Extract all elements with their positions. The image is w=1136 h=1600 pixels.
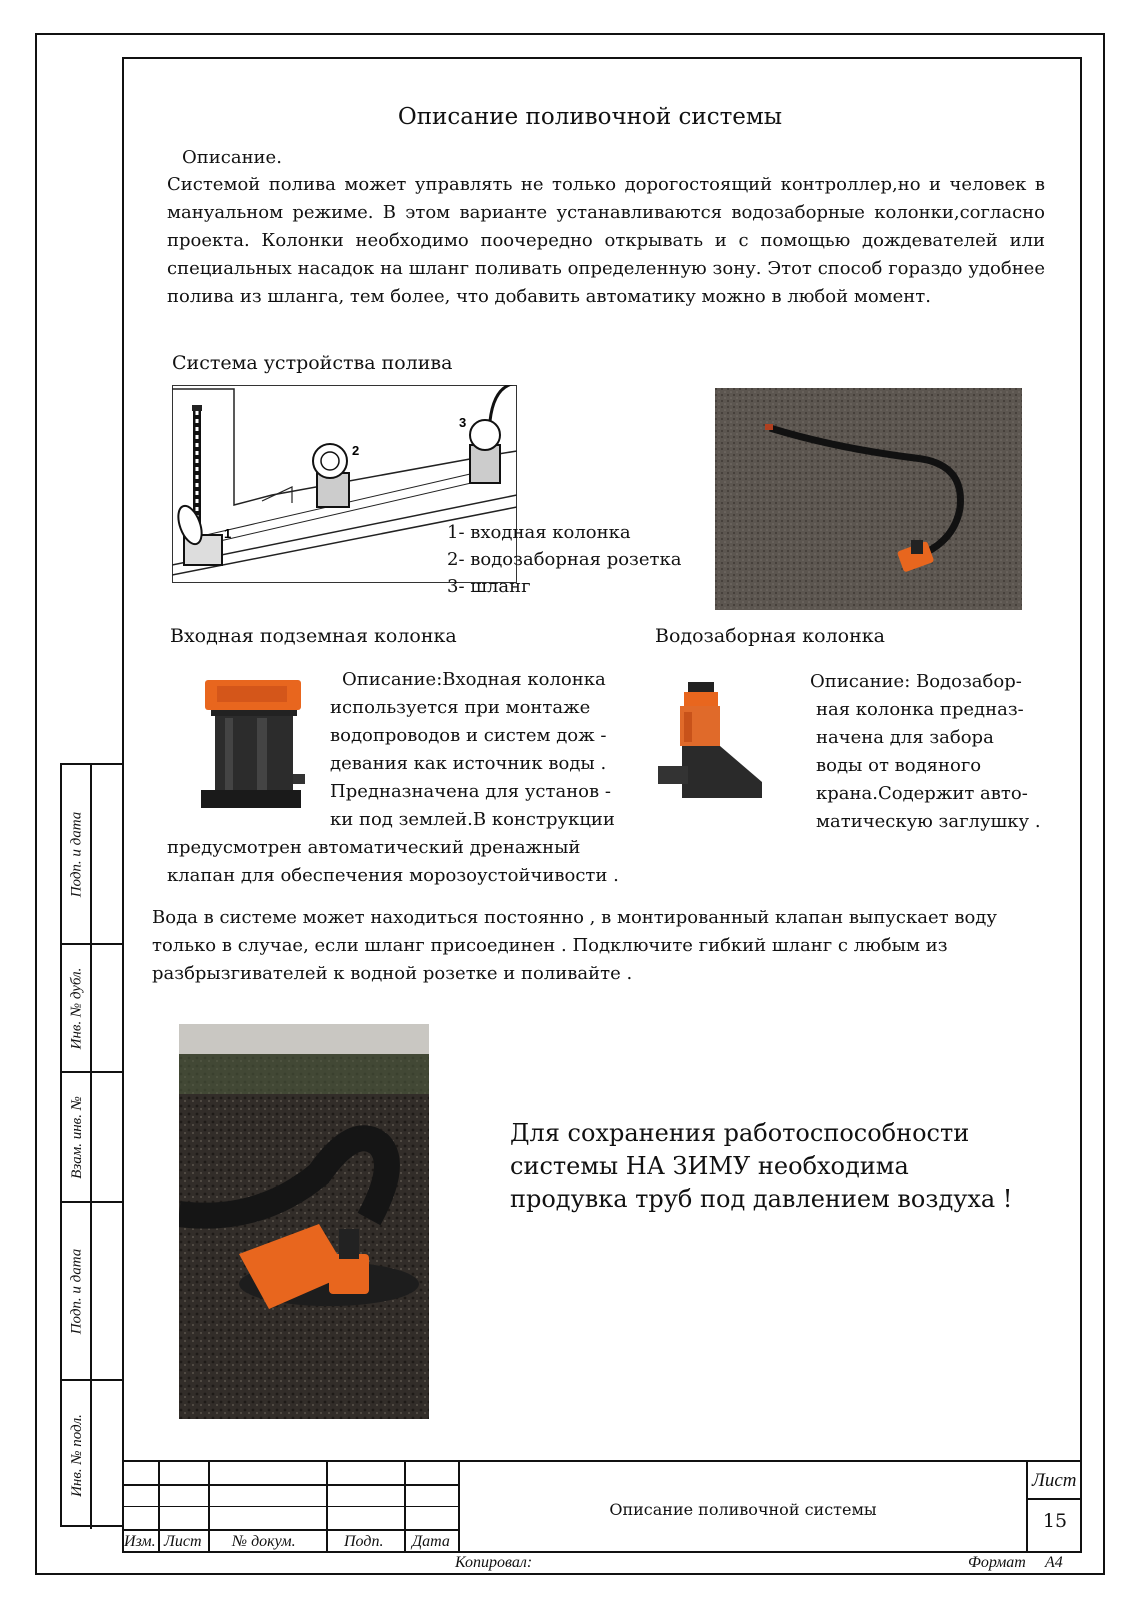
format-label: Формат	[968, 1554, 1026, 1571]
hose-on-soil-photo	[715, 388, 1022, 610]
outlet-line-2: ная колонка предназ-	[816, 699, 1024, 720]
system-heading: Система устройства полива	[172, 352, 453, 374]
body-text: Вода в системе может находиться постоянно , в монтированный клапан выпускает воду только в случае, если шланг присоединен . Подключите гибкий шланг с любым из разбрызгивателей к водной розетке и поливайте .	[152, 907, 997, 984]
diagram-number-1: 1	[224, 526, 232, 541]
inlet-line-3: водопроводов и систем дож -	[330, 725, 607, 746]
stamp-col-date: Дата	[412, 1533, 450, 1550]
diagram-number-3: 3	[459, 415, 467, 430]
stamp-col-doc: № докум.	[232, 1533, 296, 1550]
outlet-column-photo	[654, 682, 764, 800]
intro-text: Системой полива может управлять не только дорогостоящий контроллер,но и человек в мануальном режиме. В этом варианте устанавливаются водозаборные колонки,согласно проекта. Колонки необходимо поочередно открывать и с помощью дождевателей или специальных насадок на шланг поливать определенную зону. Этот способ гораздо удобнее полива из шланга, тем более, что добавить автоматику можно в любой момент.	[167, 174, 1045, 307]
side-label-2: Инв. № дубл.	[68, 967, 85, 1049]
format-value: А4	[1045, 1554, 1063, 1571]
inlet-description	[330, 666, 615, 834]
stamp-col-list: Лист	[164, 1533, 202, 1550]
inlet-tail-1: предусмотрен автоматический дренажный	[167, 837, 581, 858]
side-strip	[60, 763, 122, 1527]
title-block	[122, 1460, 1082, 1553]
side-cell-1	[62, 765, 124, 945]
legend-item-2: 2- водозаборная розетка	[447, 549, 682, 570]
outlet-description	[810, 668, 1041, 836]
inlet-description-tail	[167, 834, 619, 890]
outlet-line-5: крана.Содержит авто-	[816, 783, 1028, 804]
outlet-line-6: матическую заглушку .	[816, 811, 1041, 832]
valve-photo	[179, 1024, 429, 1419]
side-cell-2	[62, 945, 124, 1073]
winter-note	[510, 1117, 1012, 1216]
stamp-col-sign: Подп.	[344, 1533, 384, 1550]
outlet-line-3: начена для забора	[816, 727, 994, 748]
stamp-sheet-number: 15	[1042, 1510, 1068, 1532]
outlet-line-1: Описание: Водозабор-	[810, 671, 1022, 692]
inlet-line-5: Предназначена для установ -	[330, 781, 611, 802]
side-cell-4	[62, 1203, 124, 1381]
side-label-5: Инв. № подл.	[68, 1413, 85, 1497]
inlet-line-2: используется при монтаже	[330, 697, 591, 718]
inlet-line-4: девания как источник воды .	[330, 753, 607, 774]
side-label-4: Подп. и дата	[68, 1248, 85, 1334]
side-label-3: Взам. инв. №	[68, 1095, 85, 1179]
legend-item-1: 1- входная колонка	[447, 522, 631, 543]
winter-note-line-1: Для сохранения работоспособности	[510, 1119, 970, 1147]
inlet-line-1: Описание:Входная колонка	[342, 669, 606, 690]
diagram-number-2: 2	[352, 443, 360, 458]
stamp-doc-title: Описание поливочной системы	[609, 1500, 877, 1519]
legend-item-3: 3- шланг	[447, 576, 531, 597]
inlet-tail-2: клапан для обеспечения морозоустойчивости .	[167, 865, 619, 886]
outlet-line-4: воды от водяного	[816, 755, 982, 776]
side-cell-3	[62, 1073, 124, 1203]
copied-label: Копировал:	[455, 1554, 533, 1571]
inlet-heading: Входная подземная колонка	[170, 625, 457, 647]
stamp-col-izm: Изм.	[124, 1533, 156, 1550]
inlet-line-6: ки под землей.В конструкции	[330, 809, 615, 830]
outlet-heading: Водозаборная колонка	[655, 625, 885, 647]
side-cell-5	[62, 1381, 124, 1529]
side-label-1: Подп. и дата	[68, 811, 85, 897]
winter-note-line-3: продувка труб под давлением воздуха !	[510, 1185, 1013, 1213]
page-title: Описание поливочной системы	[397, 104, 783, 130]
stamp-sheet-label: Лист	[1032, 1470, 1077, 1491]
diagram-legend	[447, 519, 681, 600]
inlet-column-photo	[197, 680, 307, 812]
intro-heading: Описание.	[182, 147, 282, 168]
winter-note-line-2: системы НА ЗИМУ необходима	[510, 1152, 909, 1180]
